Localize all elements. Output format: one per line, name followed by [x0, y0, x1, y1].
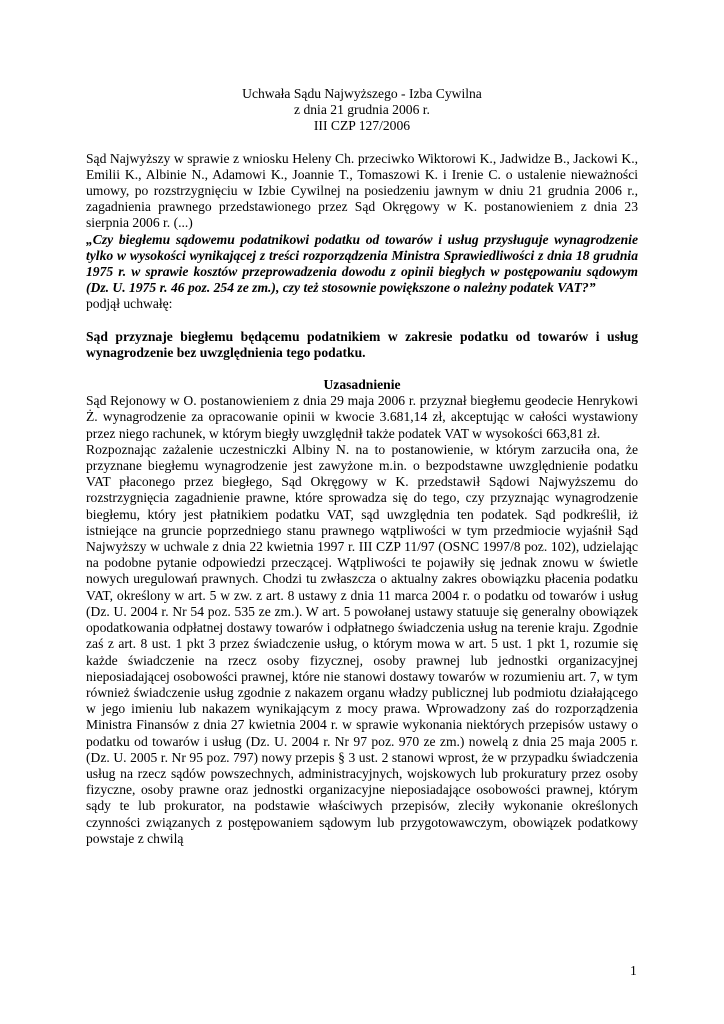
- justification-paragraph: Rozpoznając zażalenie uczestniczki Albiny N. na to postanowienie, w którym zarzuciła ona, że przyznane biegłemu wynagrodzenie jest zawyżone m.in. o bezpodstawne uwzględnienie podatku VAT płaconego przez biegłego, Sąd Okręgowy w K. przedstawił Sądowi Najwyższemu do rozstrzygnięcia zagadnienie prawne, które sprowadza się do tego, czy przyznając wynagrodzenie biegłemu, który jest płatnikiem podatku VAT, sąd uwzględnia ten podatek. Sąd podkreślił, iż istniejące na gruncie poprzedniego stanu prawnego wątpliwości w tym przedmiocie wyjaśnił Sąd Najwyższy w uchwale z dnia 22 kwietnia 1997 r. III CZP 11/97 (OSNC 1997/8 poz. 102), udzielając na podobne pytanie odpowiedzi przeczącej. Wątpliwości te pojawiły się jednak znowu w świetle nowych uregulowań prawnych. Chodzi tu zwłaszcza o aktualny zakres obowiązku płacenia podatku VAT, określony w art. 5 w zw. z art. 8 ustawy z dnia 11 marca 2004 r. o podatku od towarów i usług (Dz. U. 2004 r. Nr 54 poz. 535 ze zm.). W art. 5 powołanej ustawy statuuje się generalny obowiązek opodatkowania odpłatnej dostawy towarów i odpłatnego świadczenia usług na terenie kraju. Zgodnie zaś z art. 8 ust. 1 pkt 3 przez świadczenie usług, o którym mowa w art. 5 ust. 1 pkt 1, rozumie się każde świadczenie na rzecz osoby fizycznej, osoby prawnej lub jednostki organizacyjnej nieposiadającej osobowości prawnej, które nie stanowi dostawy towarów w rozumieniu art. 7, w tym również świadczenie usług zgodnie z nakazem organu władzy publicznej lub podmiotu działającego w jego imieniu lub nakazem wynikającym z mocy prawa. Wprowadzony zaś do rozporządzenia Ministra Finansów z dnia 27 kwietnia 2004 r. w sprawie wykonania niektórych przepisów ustawy o podatku od towarów i usług (Dz. U. 2004 r. Nr 97 poz. 970 ze zm.) nowelą z dnia 25 maja 2005 r. (Dz. U. 2005 r. Nr 95 poz. 797) nowy przepis § 3 ust. 2 stanowi wprost, że w przypadku świadczenia usług na rzecz sądów powszechnych, administracyjnych, wojskowych lub prokuratury przez osoby fizyczne, osoby prawne oraz jednostki organizacyjne nieposiadające osobowości prawnej, którym sądy te lub prokurator, na podstawie właściwych przepisów, zleciły wykonanie określonych czynności związanych z postępowaniem sądowym lub przygotowawczym, obowiązek podatkowy powstaje z chwilą: [86, 441, 638, 846]
- case-number: III CZP 127/2006: [313, 118, 411, 134]
- page-number: 1: [630, 963, 637, 978]
- resolved-line: podjął uchwałę:: [86, 296, 173, 312]
- justification-heading: Uzasadnienie: [323, 377, 401, 393]
- date-line: z dnia 21 grudnia 2006 r.: [294, 102, 430, 118]
- legal-question: „Czy biegłemu sądowemu podatnikowi podatku od towarów i usług przysługuje wynagrodzenie tylko w wysokości wynikającej z treści rozporządzenia Ministra Sprawiedliwości z dnia 18 grudnia 1975 r. w sprawie kosztów przeprowadzenia dowodu z opinii biegłych w postępowaniu sądowym (Dz. U. 1975 r. 46 poz. 254 ze zm.), czy też stosownie powiększone o należny podatek VAT?”: [86, 231, 638, 296]
- intro-paragraph: Sąd Najwyższy w sprawie z wniosku Heleny Ch. przeciwko Wiktorowi K., Jadwidze B., Jackowi K., Emilii K., Albinie N., Adamowi K., Joannie T., Tomaszowi K. i Irenie C. o ustalenie nieważności umowy, po rozstrzygnięciu w Izbie Cywilnej na posiedzeniu jawnym w dniu 21 grudnia 2006 r., zagadnienia prawnego przedstawionego przez Sąd Okręgowy w K. postanowieniem z dnia 23 sierpnia 2006 r. (...): [86, 150, 638, 231]
- justification-paragraph: Sąd Rejonowy w O. postanowieniem z dnia 29 maja 2006 r. przyznał biegłemu geodecie Henrykowi Ż. wynagrodzenie za opracowanie opinii w kwocie 3.681,14 zł, akceptując w całości wystawiony przez niego rachunek, w którym biegły uwzględnił także podatek VAT w wysokości 663,81 zł.: [86, 393, 638, 441]
- title-line: Uchwała Sądu Najwyższego - Izba Cywilna: [242, 86, 482, 101]
- resolution-text: Sąd przyznaje biegłemu będącemu podatnikiem w zakresie podatku od towarów i usług wynagrodzenie bez uwzględnienia tego podatku.: [86, 328, 638, 360]
- document-page: [86, 86, 638, 847]
- document-header: [86, 86, 638, 135]
